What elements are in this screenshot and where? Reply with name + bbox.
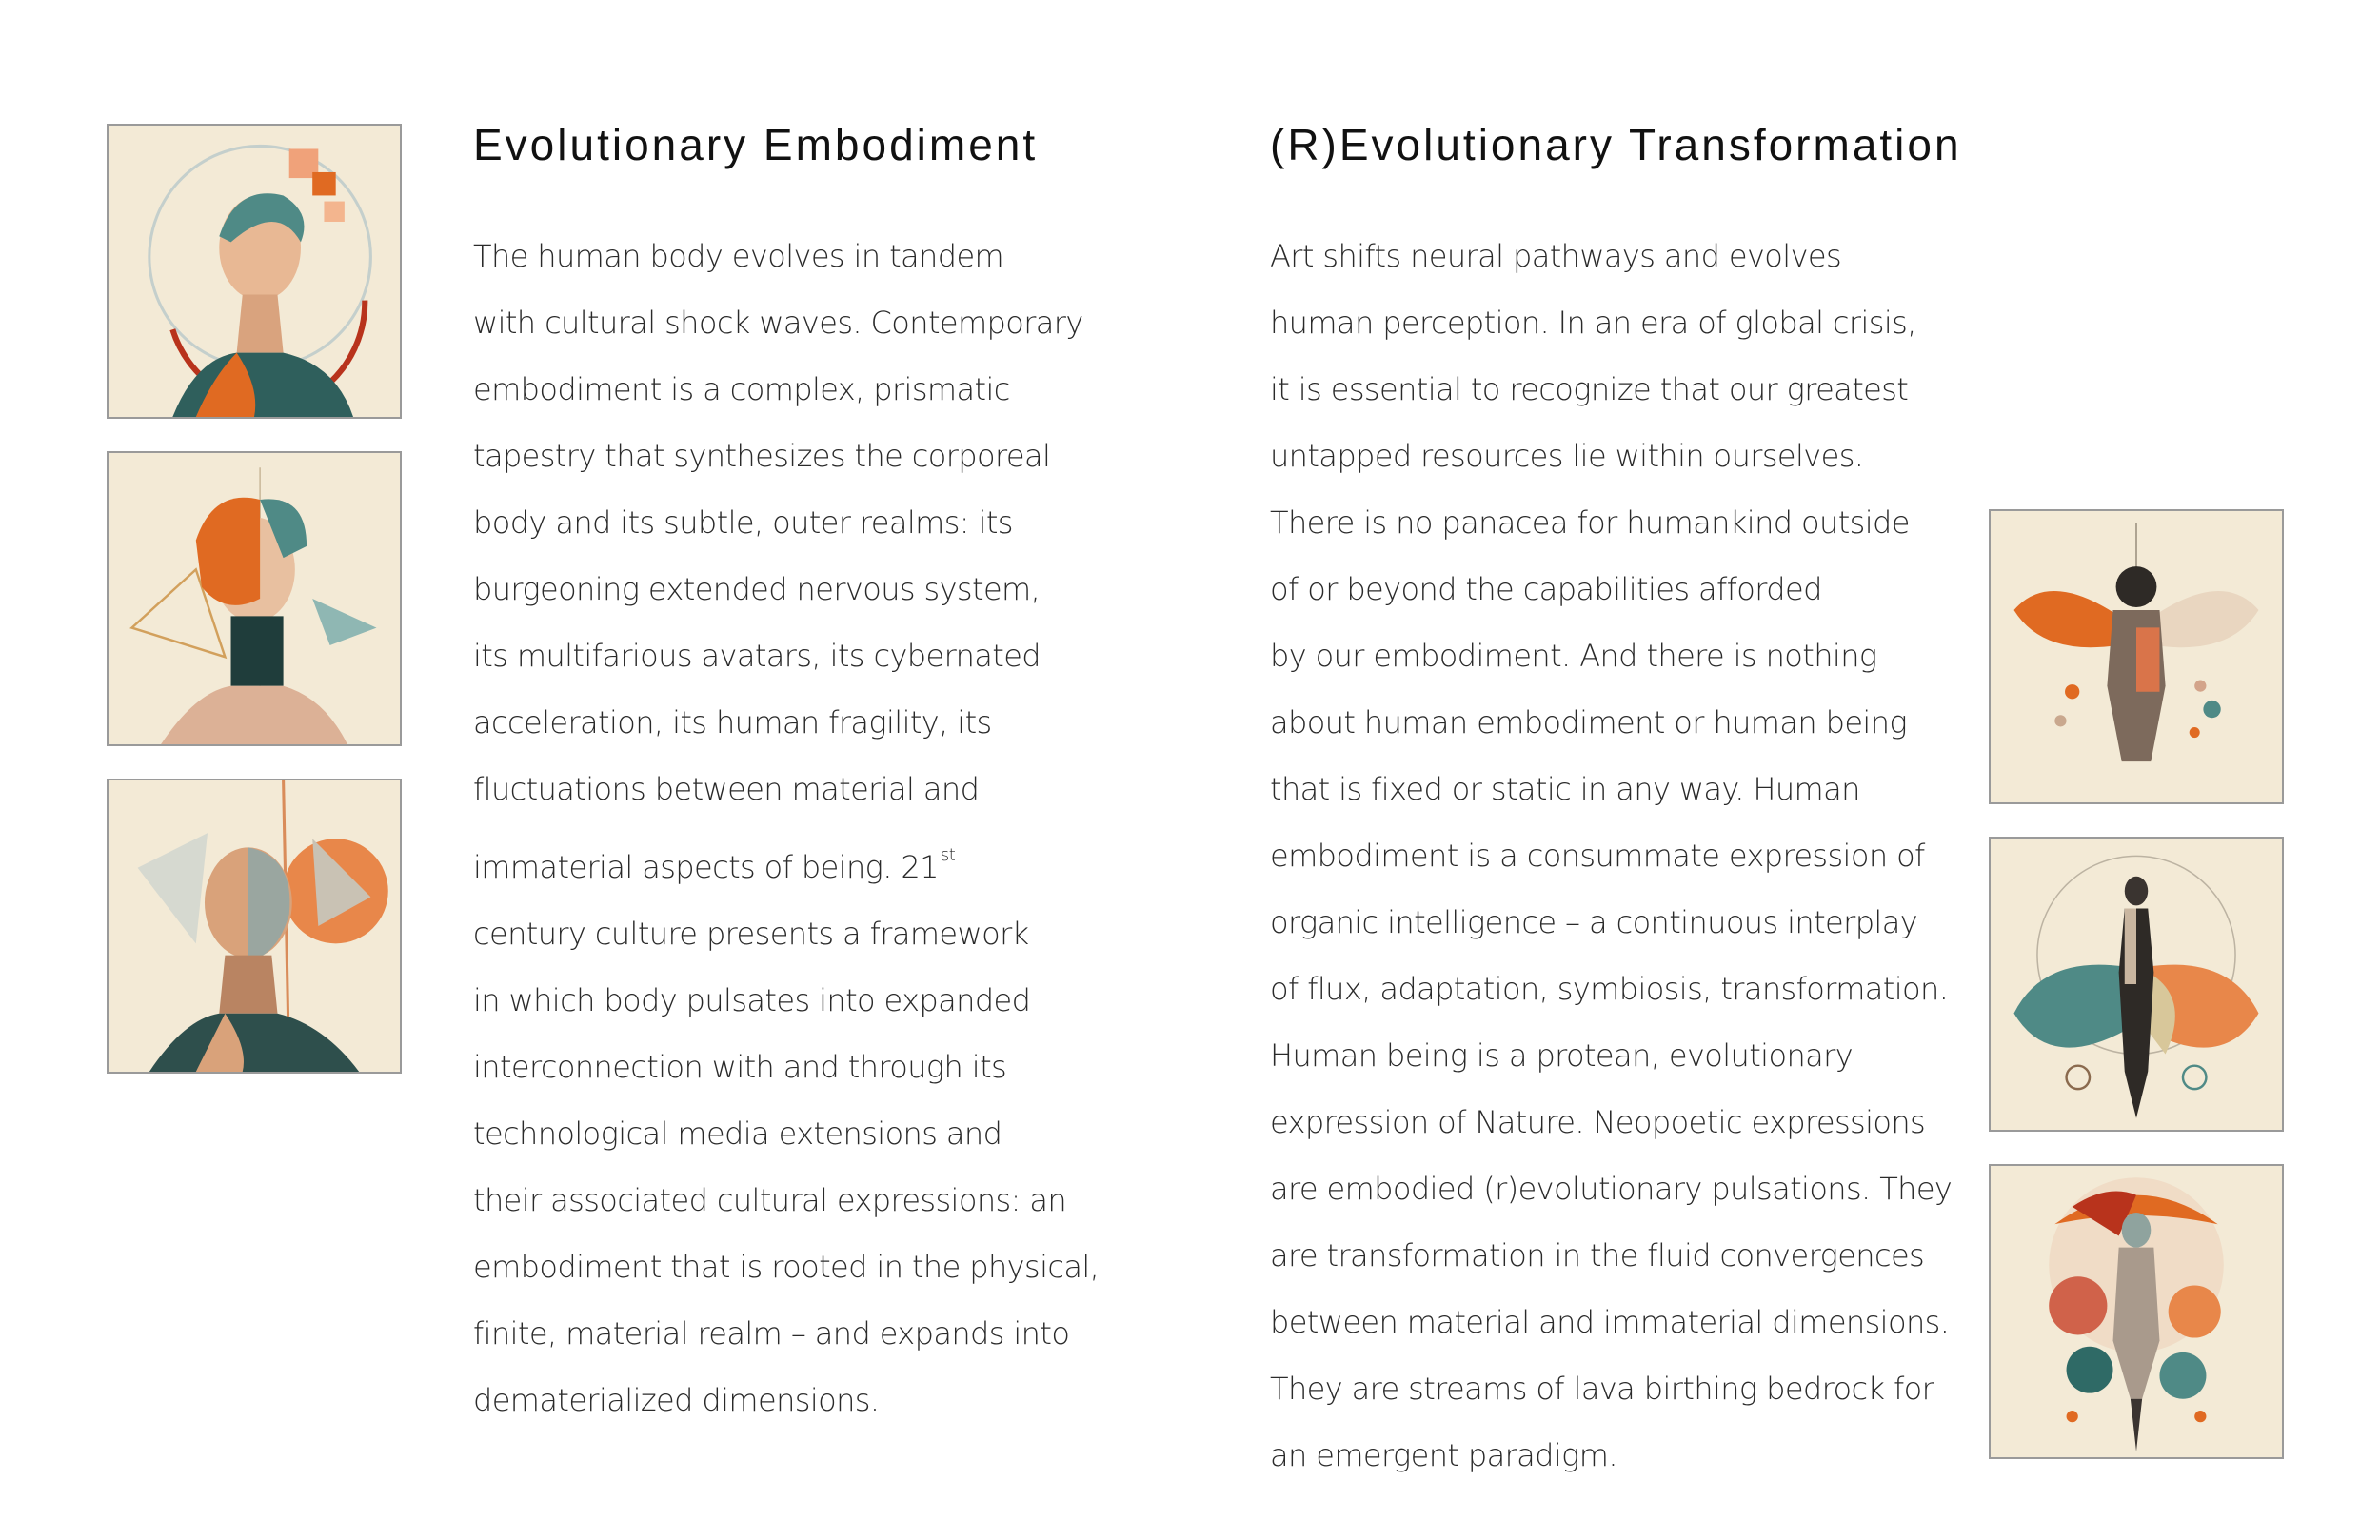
- text-line: by our embodiment. And there is nothing: [1270, 638, 1877, 674]
- text-line: it is essential to recognize that our greatest: [1270, 371, 1909, 407]
- text-line: embodiment is a complex, prismatic: [473, 371, 1010, 407]
- text-line-part: immaterial aspects of being. 21: [473, 849, 939, 885]
- portrait-artwork-2: [107, 451, 402, 746]
- text-line: of flux, adaptation, symbiosis, transformation.: [1270, 971, 1949, 1007]
- heading-revolutionary-transformation: (R)Evolutionary Transformation: [1270, 120, 1962, 169]
- figure-artwork-3: [1989, 1164, 2284, 1459]
- text-line: acceleration, its human fragility, its: [473, 704, 992, 740]
- heading-evolutionary-embodiment: Evolutionary Embodiment: [473, 120, 1039, 169]
- right-body-text: [1270, 223, 1993, 1489]
- text-line: are embodied (r)evolutionary pulsations. They: [1270, 1171, 1953, 1207]
- text-line: dematerialized dimensions.: [473, 1382, 880, 1418]
- figure-artwork-2: [1989, 837, 2284, 1132]
- text-line: There is no panacea for humankind outside: [1270, 504, 1910, 541]
- text-line: organic intelligence – a continuous interplay: [1270, 904, 1918, 940]
- text-line: The human body evolves in tandem: [473, 238, 1004, 274]
- text-line: untapped resources lie within ourselves.: [1270, 438, 1864, 474]
- portrait-artwork-3: [107, 779, 402, 1074]
- text-line: [473, 822, 1140, 900]
- text-line: Human being is a protean, evolutionary: [1270, 1037, 1854, 1074]
- text-line: technological media extensions and: [473, 1116, 1002, 1152]
- portrait-artwork-1: [107, 124, 402, 419]
- text-line: burgeoning extended nervous system,: [473, 571, 1041, 607]
- text-line: in which body pulsates into expanded: [473, 982, 1031, 1018]
- text-line: embodiment is a consummate expression of: [1270, 838, 1925, 874]
- text-line: expression of Nature. Neopoetic expressions: [1270, 1104, 1926, 1140]
- text-line: their associated cultural expressions: an: [473, 1182, 1067, 1218]
- text-line: human perception. In an era of global crisis,: [1270, 305, 1916, 341]
- ordinal-superscript: st: [940, 845, 956, 865]
- text-line: between material and immaterial dimensions.: [1270, 1304, 1950, 1340]
- text-line: are transformation in the fluid convergences: [1270, 1237, 1925, 1273]
- figure-artwork-1: [1989, 509, 2284, 804]
- text-line: century culture presents a framework: [473, 916, 1029, 952]
- right-column: [1270, 109, 1993, 1489]
- text-line: Art shifts neural pathways and evolves: [1270, 238, 1842, 274]
- text-line: fluctuations between material and: [473, 771, 980, 807]
- text-line: that is fixed or static in any way. Human: [1270, 771, 1860, 807]
- text-line: tapestry that synthesizes the corporeal: [473, 438, 1051, 474]
- text-line: interconnection with and through its: [473, 1049, 1007, 1085]
- text-line: with cultural shock waves. Contemporary: [473, 305, 1083, 341]
- left-body-text: [473, 223, 1140, 1433]
- text-line: body and its subtle, outer realms: its: [473, 504, 1013, 541]
- text-line: finite, material realm – and expands into: [473, 1315, 1070, 1352]
- text-line: They are streams of lava birthing bedrock for: [1270, 1371, 1934, 1407]
- left-column: [473, 109, 1140, 1433]
- text-line: its multifarious avatars, its cybernated: [473, 638, 1041, 674]
- text-line: of or beyond the capabilities afforded: [1270, 571, 1822, 607]
- text-line: embodiment that is rooted in the physical,: [473, 1249, 1100, 1285]
- text-line: an emergent paradigm.: [1270, 1437, 1617, 1473]
- text-line: about human embodiment or human being: [1270, 704, 1907, 740]
